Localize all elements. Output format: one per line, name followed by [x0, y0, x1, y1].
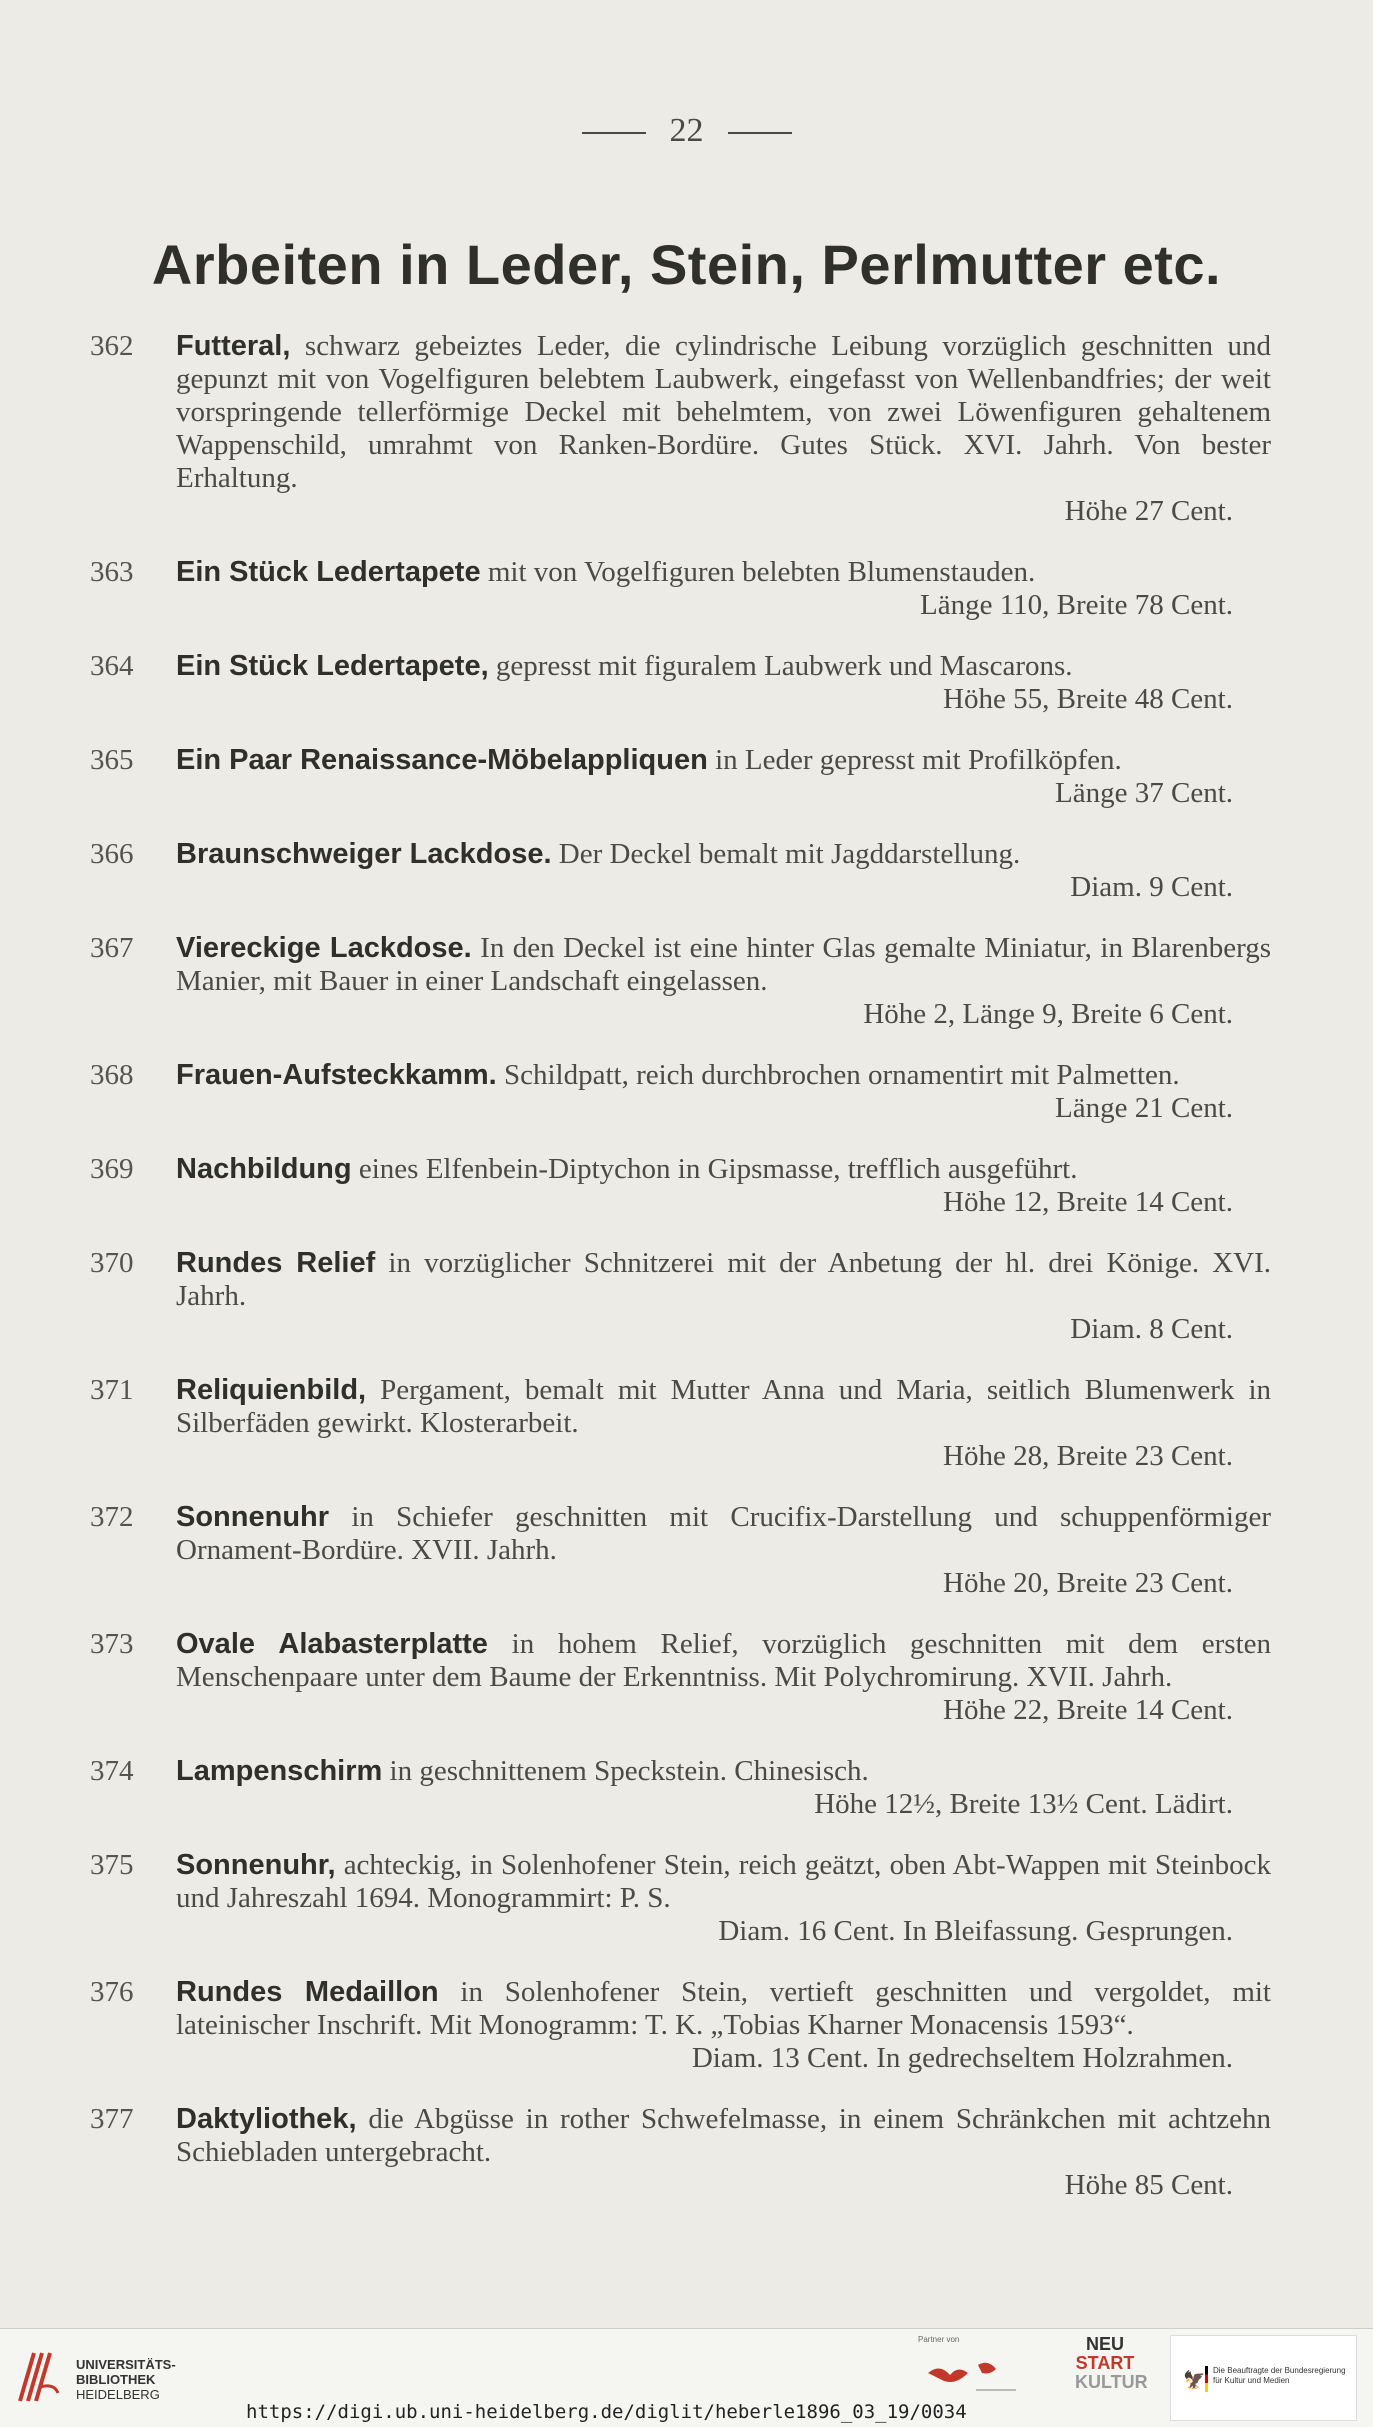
footer-bar	[0, 2328, 1373, 2427]
catalog-entry	[0, 330, 1373, 528]
catalog-entry	[0, 1059, 1373, 1125]
entry-text: eines Elfenbein-Diptychon in Gipsmasse, trefflich ausgeführt.	[358, 1153, 1078, 1185]
catalog-entry	[0, 932, 1373, 1031]
catalog-entry	[0, 1247, 1373, 1346]
entry-number: 375	[90, 1849, 134, 1881]
entry-heading: Frauen-Aufsteckkamm.	[176, 1059, 497, 1091]
entry-heading: Sonnenuhr	[176, 1501, 330, 1533]
entry-number: 367	[90, 932, 134, 964]
entry-heading: Viereckige Lackdose.	[176, 932, 472, 964]
entry-number: 363	[90, 556, 134, 588]
entry-text: in hohem Relief, vorzüglich geschnitten mit dem ersten Menschenpaare unter dem Baume der Erkenntniss. Mit Polychromirung. XVII. Jahrh.	[176, 1628, 1272, 1693]
entry-heading: Ein Stück Ledertapete	[176, 556, 481, 588]
entry-description	[176, 330, 1271, 495]
entry-heading: Ovale Alabasterplatte	[176, 1628, 488, 1660]
entry-text: schwarz gebeiztes Leder, die cylindrische Leibung vorzüglich geschnitten und gepunzt mit von Vogelfiguren belebtem Laubwerk, eingefasst von Wellenbandfries; der weit vorspringende tellerförmige Deckel mit behelmtem, von zwei Löwenfiguren gehaltenem Wappenschild, umrahmt von Ranken-Bordüre. Gutes Stück. XVI. Jahrh. Von bester Erhaltung.	[176, 330, 1271, 494]
entry-text: Pergament, bemalt mit Mutter Anna und Maria, seitlich Blumenwerk in Silberfäden gewirkt. Klosterarbeit.	[176, 1374, 1272, 1439]
entry-dimensions: Länge 110, Breite 78 Cent.	[919, 589, 1233, 621]
entry-number: 371	[90, 1374, 134, 1406]
entry-dimensions: Diam. 13 Cent. In gedrechseltem Holzrahmen.	[691, 2042, 1233, 2074]
catalog-entry	[0, 1501, 1373, 1600]
entry-dimensions: Länge 21 Cent.	[1055, 1092, 1233, 1124]
entry-description	[176, 838, 1271, 871]
eagle-icon: 🦅	[1183, 2370, 1206, 2390]
entry-text: in Leder gepresst mit Profilköpfen.	[715, 744, 1122, 776]
entry-text: in Schiefer geschnitten mit Crucifix-Darstellung und schuppenförmiger Ornament-Bordüre. XVII. Jahrh.	[176, 1501, 1271, 1566]
catalog-entry	[0, 1976, 1373, 2075]
entry-dimensions: Höhe 12, Breite 14 Cent.	[943, 1186, 1233, 1218]
dash-right	[728, 132, 792, 134]
catalog-entry	[0, 1374, 1373, 1473]
entry-heading: Braunschweiger Lackdose.	[176, 838, 552, 870]
catalog-entries	[0, 330, 1373, 2230]
entry-description	[176, 1374, 1271, 1440]
entry-heading: Ein Paar Renaissance-Möbelappliquen	[176, 744, 708, 776]
entry-text: in Solenhofener Stein, vertieft geschnitten und vergoldet, mit lateinischer Inschrift. Mit Monogramm: T. K. „Tobias Kharner Monacensis 1593“.	[176, 1976, 1271, 2041]
page-title: Arbeiten in Leder, Stein, Perlmutter etc.	[151, 233, 1222, 296]
entry-heading: Rundes Relief	[176, 1247, 376, 1279]
entry-dimensions: Höhe 55, Breite 48 Cent.	[943, 683, 1233, 715]
entry-number: 369	[90, 1153, 134, 1185]
entry-description	[176, 1153, 1271, 1186]
entry-text: In den Deckel ist eine hinter Glas gemalte Miniatur, in Blarenbergs Manier, mit Bauer in einer Landschaft eingelassen.	[176, 932, 1271, 997]
entry-text: Der Deckel bemalt mit Jagddarstellung.	[558, 838, 1021, 870]
entry-description	[176, 744, 1271, 777]
entry-dimensions: Höhe 27 Cent.	[1064, 495, 1233, 527]
entry-heading: Rundes Medaillon	[176, 1976, 439, 2008]
neustart-kultur-logo: NEU START KULTUR	[1075, 2334, 1148, 2392]
entry-number: 370	[90, 1247, 134, 1279]
entry-description	[176, 1247, 1271, 1313]
entry-number: 364	[90, 650, 134, 682]
entry-heading: Sonnenuhr,	[176, 1849, 336, 1881]
catalog-entry	[0, 556, 1373, 622]
entry-description	[176, 1849, 1271, 1915]
entry-dimensions: Höhe 22, Breite 14 Cent.	[943, 1694, 1233, 1726]
entry-description	[176, 2103, 1271, 2169]
entry-number: 377	[90, 2103, 134, 2135]
entry-heading: Nachbildung	[176, 1153, 352, 1185]
entry-dimensions: Diam. 9 Cent.	[1070, 871, 1233, 903]
entry-description	[176, 1501, 1271, 1567]
catalog-entry	[0, 1628, 1373, 1727]
entry-description	[176, 1976, 1271, 2042]
entry-heading: Futteral,	[176, 330, 291, 362]
entry-description	[176, 1755, 1271, 1788]
entry-text: in vorzüglicher Schnitzerei mit der Anbetung der hl. drei Könige. XVI. Jahrh.	[176, 1247, 1272, 1312]
entry-text: mit von Vogelfiguren belebten Blumenstauden.	[487, 556, 1036, 588]
entry-heading: Daktyliothek,	[176, 2103, 357, 2135]
entry-number: 372	[90, 1501, 134, 1533]
entry-description	[176, 556, 1271, 589]
entry-dimensions: Höhe 12½, Breite 13½ Cent. Lädirt.	[814, 1788, 1233, 1820]
entry-text: in geschnittenem Speckstein. Chinesisch.	[389, 1755, 869, 1787]
catalog-entry	[0, 1849, 1373, 1948]
university-logo-icon	[14, 2347, 64, 2407]
catalog-entry	[0, 2103, 1373, 2202]
entry-dimensions: Höhe 28, Breite 23 Cent.	[943, 1440, 1233, 1472]
entry-dimensions: Höhe 20, Breite 23 Cent.	[943, 1567, 1233, 1599]
catalog-entry	[0, 1755, 1373, 1821]
catalog-entry	[0, 650, 1373, 716]
entry-heading: Lampenschirm	[176, 1755, 383, 1787]
entry-number: 366	[90, 838, 134, 870]
entry-heading: Ein Stück Ledertapete,	[176, 650, 489, 682]
entry-dimensions: Höhe 85 Cent.	[1064, 2169, 1233, 2201]
entry-number: 362	[90, 330, 134, 362]
entry-dimensions: Diam. 16 Cent. In Bleifassung. Gesprungen.	[718, 1915, 1233, 1947]
partner-bird-logo-icon	[920, 2355, 1020, 2395]
bkm-logo: 🦅 Die Beauftragte der Bundesregierung für Kultur und Medien	[1170, 2335, 1357, 2421]
entry-number: 374	[90, 1755, 134, 1787]
entry-dimensions: Diam. 8 Cent.	[1070, 1313, 1233, 1345]
partner-label: Partner von	[918, 2335, 960, 2344]
entry-number: 368	[90, 1059, 134, 1091]
entry-number: 373	[90, 1628, 134, 1660]
entry-description	[176, 650, 1271, 683]
catalog-entry	[0, 1153, 1373, 1219]
entry-description	[176, 1628, 1271, 1694]
permalink-url[interactable]: https://digi.ub.uni-heidelberg.de/diglit/heberle1896_03_19/0034	[246, 2401, 967, 2423]
entry-text: gepresst mit figuralem Laubwerk und Mascarons.	[495, 650, 1073, 682]
entry-number: 365	[90, 744, 134, 776]
catalog-entry	[0, 838, 1373, 904]
dash-left	[582, 132, 646, 134]
entry-heading: Reliquienbild,	[176, 1374, 367, 1406]
entry-dimensions: Höhe 2, Länge 9, Breite 6 Cent.	[863, 998, 1233, 1030]
entry-description	[176, 932, 1271, 998]
page-number: 22	[0, 112, 1373, 150]
library-name: UNIVERSITÄTS- BIBLIOTHEK HEIDELBERG	[76, 2357, 176, 2402]
entry-number: 376	[90, 1976, 134, 2008]
catalog-entry	[0, 744, 1373, 810]
flag-icon	[1205, 2366, 1208, 2392]
entry-text: Schildpatt, reich durchbrochen ornamentirt mit Palmetten.	[503, 1059, 1180, 1091]
entry-text: achteckig, in Solenhofener Stein, reich geätzt, oben Abt-Wappen mit Steinbock und Jahreszahl 1694. Monogrammirt: P. S.	[176, 1849, 1272, 1914]
entry-text: die Abgüsse in rother Schwefelmasse, in einem Schränkchen mit achtzehn Schiebladen untergebracht.	[176, 2103, 1271, 2168]
entry-dimensions: Länge 37 Cent.	[1055, 777, 1233, 809]
entry-description	[176, 1059, 1271, 1092]
